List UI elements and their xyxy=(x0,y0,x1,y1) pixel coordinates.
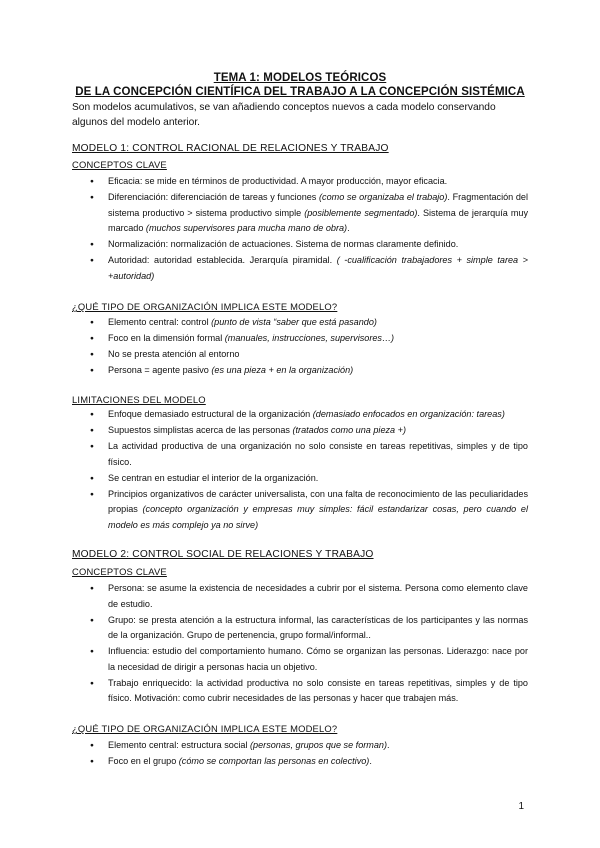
model1-concepts-list xyxy=(0,174,600,285)
list-item: ● No se presta atención al entorno xyxy=(0,347,600,363)
title-line-2: DE LA CONCEPCIÓN CIENTÍFICA DEL TRABAJO A LA CONCEPCIÓN SISTÉMICA xyxy=(75,86,525,98)
page-number: 1 xyxy=(518,801,524,812)
model1-limits-title: LIMITACIONES DEL MODELO xyxy=(72,394,206,405)
list-item: ● Supuestos simplistas acerca de las personas (tratados como una pieza +) xyxy=(0,423,600,439)
list-item: ● Influencia: estudio del comportamiento humano. Cómo se organizan las personas. Liderazgo: nace por la necesidad de dirigir a personas hacia un objetivo. xyxy=(0,644,600,675)
list-item: ● Foco en la dimensión formal (manuales, instrucciones, supervisores…) xyxy=(0,331,600,347)
list-item: ● Trabajo enriquecido: la actividad productiva no solo consiste en tareas repetitivas, simples y de tipo físico. Motivación: como cubrir necesidades de las personas y hacer que trabajen más. xyxy=(0,676,600,707)
model1-heading: MODELO 1: CONTROL RACIONAL DE RELACIONES Y TRABAJO xyxy=(72,143,389,154)
list-item: ● Persona = agente pasivo (es una pieza + en la organización) xyxy=(0,363,600,379)
model1-org-title: ¿QUÉ TIPO DE ORGANIZACIÓN IMPLICA ESTE MODELO? xyxy=(72,301,338,312)
model1-limits-list xyxy=(0,407,600,534)
list-item: ● Normalización: normalización de actuaciones. Sistema de normas claramente definido. xyxy=(0,237,600,253)
intro-paragraph: Son modelos acumulativos, se van añadiendo conceptos nuevos a cada modelo conservando algunos del modelo anterior. xyxy=(72,102,496,128)
list-item: ● Elemento central: control (punto de vista “saber que está pasando) xyxy=(0,315,600,331)
list-item: ● Enfoque demasiado estructural de la organización (demasiado enfocados en organización: tareas) xyxy=(0,407,600,423)
list-item: ● Elemento central: estructura social (personas, grupos que se forman). xyxy=(0,738,600,754)
model1-concepts-title: CONCEPTOS CLAVE xyxy=(72,159,167,170)
model2-concepts-list xyxy=(0,581,600,707)
model2-org-title: ¿QUÉ TIPO DE ORGANIZACIÓN IMPLICA ESTE MODELO? xyxy=(72,723,338,734)
list-item: ● La actividad productiva de una organización no solo consiste en tareas repetitivas, simples y de tipo físico. xyxy=(0,439,600,470)
model1-org-list xyxy=(0,315,600,379)
list-item: ● Persona: se asume la existencia de necesidades a cubrir por el sistema. Persona como elemento clave de estudio. xyxy=(0,581,600,612)
model2-org-list xyxy=(0,738,600,770)
model2-concepts-title: CONCEPTOS CLAVE xyxy=(72,566,167,577)
list-item: ● Diferenciación: diferenciación de tareas y funciones (como se organizaba el trabajo). Fragmentación del sistema productivo > sistema productivo simple (posiblemente segmentado). Sistema de jerarquía muy marcado (muchos supervisores para mucha mano de obra). xyxy=(0,190,600,237)
list-item: ● Principios organizativos de carácter universalista, con una falta de reconocimiento de las peculiaridades propias (concepto organización y empresas muy simples: fácil estandarizar cosas, pero cuando el modelo es más complejo ya no sirve) xyxy=(0,487,600,534)
list-item: ● Grupo: se presta atención a la estructura informal, las características de los participantes y las normas de la organización. Grupo de pertenencia, grupo formal/informal.. xyxy=(0,613,600,644)
model2-heading: MODELO 2: CONTROL SOCIAL DE RELACIONES Y TRABAJO xyxy=(72,549,374,560)
list-item: ● Se centran en estudiar el interior de la organización. xyxy=(0,471,600,487)
list-item: ● Eficacia: se mide en términos de productividad. A mayor producción, mayor eficacia. xyxy=(0,174,600,190)
title-line-1: TEMA 1: MODELOS TEÓRICOS xyxy=(213,72,387,84)
list-item: ● Foco en el grupo (cómo se comportan las personas en colectivo). xyxy=(0,754,600,770)
list-item: ● Autoridad: autoridad establecida. Jerarquía piramidal. ( -cualificación trabajadores + simple tarea > +autoridad) xyxy=(0,253,600,284)
